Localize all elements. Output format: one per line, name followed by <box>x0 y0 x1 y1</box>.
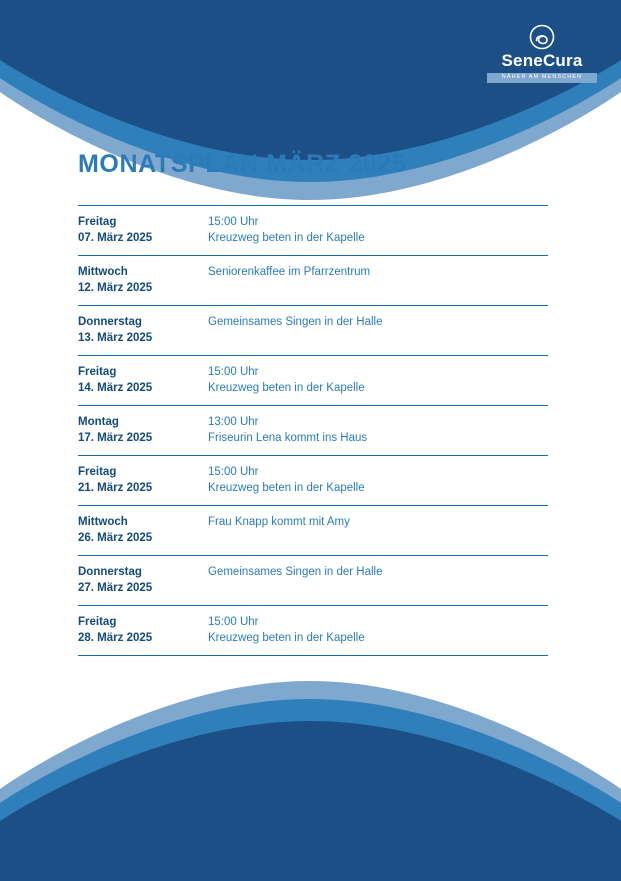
row-date-cell <box>78 356 208 406</box>
logo-word-cura: Cura <box>542 51 583 70</box>
row-date: 14. März 2025 <box>78 381 153 394</box>
row-description: Frau Knapp kommt mit Amy <box>208 516 350 529</box>
document-content <box>78 150 548 656</box>
row-event-cell <box>208 406 548 456</box>
row-event-cell <box>208 206 548 256</box>
row-event-cell <box>208 606 548 656</box>
row-event-cell <box>208 456 548 506</box>
footer-wave-graphic <box>0 671 621 881</box>
row-date-cell <box>78 406 208 456</box>
row-date: 12. März 2025 <box>78 281 153 294</box>
row-weekday: Donnerstag <box>78 566 142 579</box>
schedule-table-body <box>78 206 548 656</box>
row-date: 13. März 2025 <box>78 331 153 344</box>
row-date: 28. März 2025 <box>78 631 153 644</box>
row-time: 13:00 Uhr <box>208 416 259 429</box>
row-description: Kreuzweg beten in der Kapelle <box>208 631 365 644</box>
row-date-cell <box>78 606 208 656</box>
table-row <box>78 506 548 556</box>
row-time: 15:00 Uhr <box>208 366 259 379</box>
row-date: 21. März 2025 <box>78 481 153 494</box>
row-event-cell <box>208 306 548 356</box>
row-description: Kreuzweg beten in der Kapelle <box>208 481 365 494</box>
table-row <box>78 456 548 506</box>
senecura-swirl-icon <box>525 24 559 50</box>
row-description: Seniorenkaffee im Pfarrzentrum <box>208 266 371 279</box>
row-date-cell <box>78 456 208 506</box>
row-weekday: Mittwoch <box>78 266 128 279</box>
row-weekday: Freitag <box>78 616 117 629</box>
table-row <box>78 206 548 256</box>
senecura-logo <box>487 24 597 83</box>
row-event-cell <box>208 556 548 606</box>
row-date-cell <box>78 506 208 556</box>
row-event-cell <box>208 506 548 556</box>
logo-word-sene: Sene <box>501 51 543 70</box>
table-row <box>78 256 548 306</box>
footer-decoration <box>0 671 621 881</box>
row-time: 15:00 Uhr <box>208 466 259 479</box>
row-date: 07. März 2025 <box>78 231 153 244</box>
schedule-table <box>78 205 548 656</box>
row-description: Kreuzweg beten in der Kapelle <box>208 231 365 244</box>
row-date-cell <box>78 306 208 356</box>
row-event-cell <box>208 256 548 306</box>
row-description: Kreuzweg beten in der Kapelle <box>208 381 365 394</box>
row-date: 17. März 2025 <box>78 431 153 444</box>
row-date: 27. März 2025 <box>78 581 153 594</box>
row-weekday: Mittwoch <box>78 516 128 529</box>
row-date-cell <box>78 206 208 256</box>
table-row <box>78 356 548 406</box>
table-row <box>78 406 548 456</box>
row-weekday: Freitag <box>78 216 117 228</box>
row-date-cell <box>78 256 208 306</box>
row-event-cell <box>208 356 548 406</box>
row-weekday: Freitag <box>78 466 117 479</box>
row-weekday: Freitag <box>78 366 117 379</box>
table-row <box>78 306 548 356</box>
row-time: 15:00 Uhr <box>208 216 259 228</box>
table-row <box>78 606 548 656</box>
row-weekday: Donnerstag <box>78 316 142 329</box>
row-date: 26. März 2025 <box>78 531 153 544</box>
page-title: MONATSPLAN MÄRZ 2025 <box>78 150 407 178</box>
row-description: Gemeinsames Singen in der Halle <box>208 566 383 579</box>
row-description: Gemeinsames Singen in der Halle <box>208 316 383 329</box>
logo-wordmark <box>502 51 583 70</box>
row-weekday: Montag <box>78 416 119 429</box>
logo-tagline: NÄHER AM MENSCHEN <box>487 73 597 83</box>
row-time: 15:00 Uhr <box>208 616 259 629</box>
row-date-cell <box>78 556 208 606</box>
row-description: Friseurin Lena kommt ins Haus <box>208 431 368 444</box>
table-row <box>78 556 548 606</box>
